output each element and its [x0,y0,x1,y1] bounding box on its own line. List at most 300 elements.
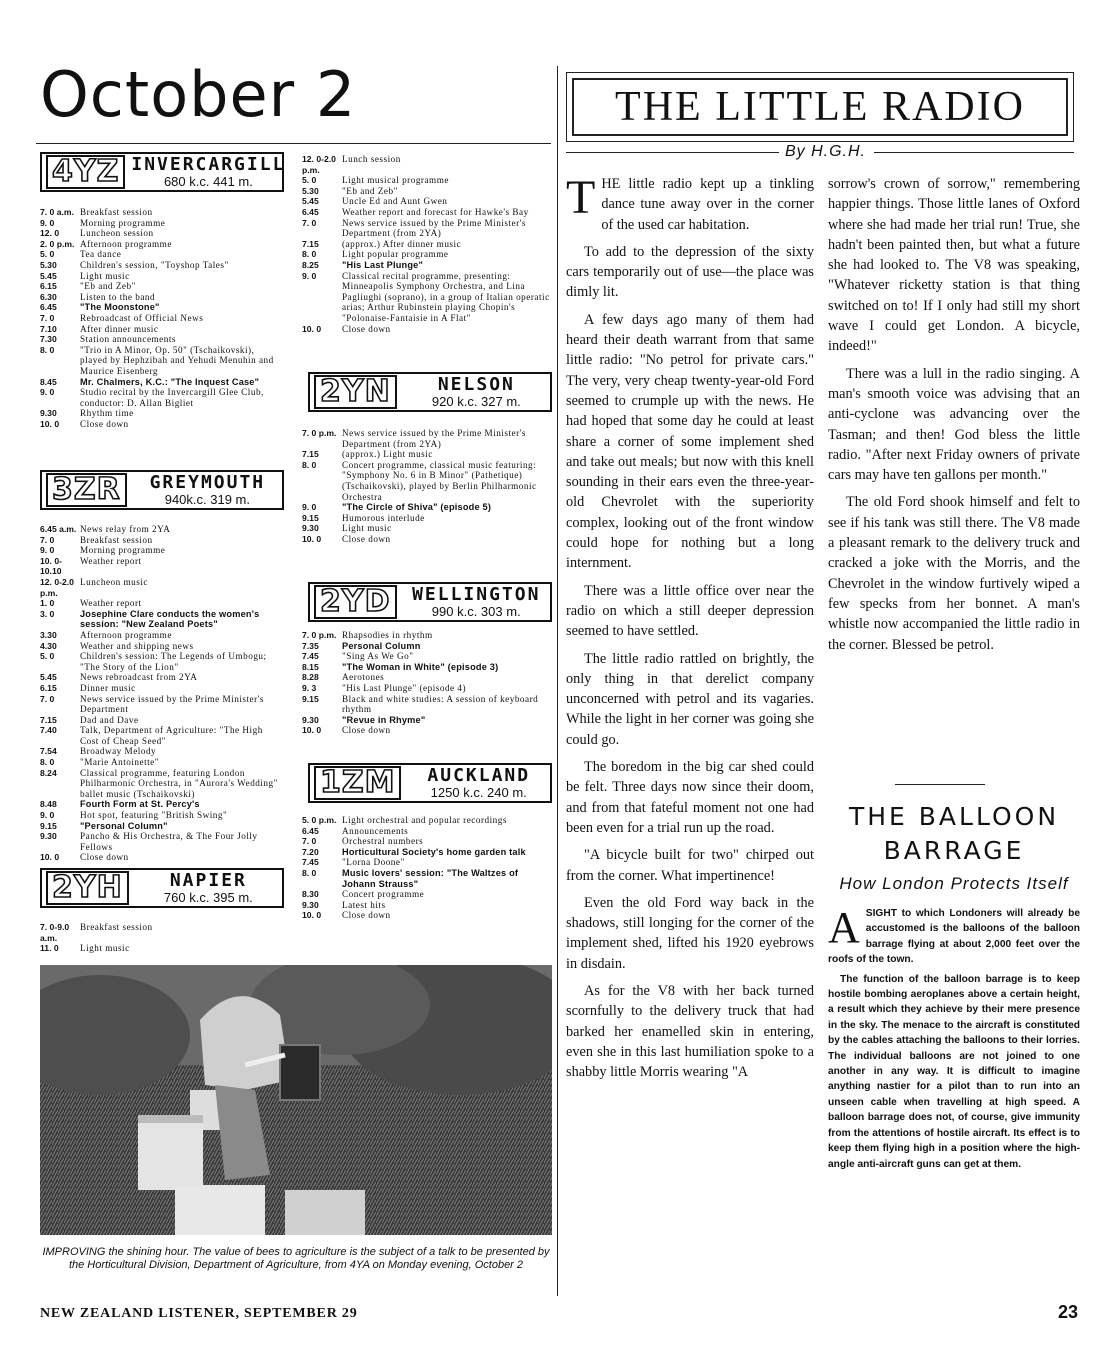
story-paragraph: A few days ago many of them had heard their death warrant from that same little radio: "No petrol for private cars." The very, very cheap twenty-year-old Ford seemed to crumple up with the news. He had hoped that some day he could at least share a corner of some implement shed and take out meals; but now with this knell sounding in their ears even the three-year-old Chevrolet with the superiority complex, looking out of the front window could hope for nothing but a long internment. [566,311,814,572]
callsign-2yn: 2YN [314,375,397,409]
program-time: 7.35 [302,640,319,651]
program-time: 8. 0 [302,459,317,470]
program-time: 9. 0 [40,810,55,821]
program-row [40,239,284,250]
program-time: 7. 0 [40,312,55,323]
program-time: 5.30 [302,185,319,196]
program-description: Light music [80,270,130,281]
beekeeper-photo [40,965,552,1235]
program-time: 6.15 [40,281,57,292]
program-description: After dinner music [80,323,159,334]
program-title-bold: "The Circle of Shiva" (episode 5) [342,502,492,513]
program-time: 6.45 [302,825,319,836]
program-title-bold: "Revue in Rhyme" [342,714,426,725]
program-row [302,196,552,207]
program-time: 9. 0 [302,502,317,513]
station-freq-3zr: 940k.c. 319 m. [164,491,250,507]
balloon-article-title [828,800,1080,868]
section-separator [895,784,985,785]
program-row [40,419,284,430]
program-description: Black and white studies: A session of keyboard rhythm [342,693,539,715]
program-description: Close down [80,852,129,863]
program-description: Concert programme, classical music featuring: "Symphony No. 6 in B Minor" (Pathetique) (Tschaikovski), played by Berlin Philharmonic Orchestra [342,459,537,502]
story-paragraph: HE little radio kept up a tinkling dance tune away over in the corner of the used car habitation. [601,176,814,233]
program-title-bold: Personal Column [342,640,421,651]
program-row [302,662,552,673]
program-row [40,922,284,943]
program-row [302,449,552,460]
callsign-2yd: 2YD [314,585,397,619]
program-time: 8.15 [302,661,319,672]
program-description [342,868,552,889]
program-description: Aerotones [342,672,385,683]
program-row [302,651,552,662]
story-paragraph: The boredom in the big car shed could be felt. Three days now since their doom, and from that fateful moment not one had been even for a trial run up the road. [566,759,814,836]
balloon-dropcap: A [828,903,860,952]
program-title-bold: "His Last Plunge" [342,259,424,270]
program-time: 8. 0 [40,344,55,355]
program-description: Afternoon programme [80,238,172,249]
program-description: Light music [342,523,392,534]
program-time: 8. 0 [40,757,55,768]
program-time: 6.30 [40,291,57,302]
program-time: 7. 0 [40,693,55,704]
program-description: Lunch session [342,154,401,164]
program-row [40,249,284,260]
program-time: 9.15 [40,820,57,831]
program-row [302,154,552,175]
story-column-1 [566,171,814,1089]
program-time: 2. 0 p.m. [40,238,75,249]
program-description: "Eb and Zeb" [342,185,398,196]
program-row [302,889,552,900]
program-description: "Trio in A Minor, Op. 50" (Tschaikovski), played by Hephzibah and Yehudi Menuhin and Maurice Eisenberg [80,344,274,376]
program-description: Rebroadcast of Official News [80,312,204,323]
program-row [302,836,552,847]
station-box-4yz [40,152,284,192]
program-row [40,545,284,556]
program-description [80,302,284,313]
program-time: 12. 0-2.0 p.m. [302,154,336,175]
program-row [302,460,552,502]
program-time: 9.30 [302,899,319,910]
program-row [302,249,552,260]
program-time: 6.45 [302,206,319,217]
byline-row [566,142,1074,162]
program-description: "Lorna Doone" [342,857,405,868]
program-row [40,725,284,746]
program-row [302,694,552,715]
program-time: 7.10 [40,323,57,334]
program-description: Uncle Ed and Aunt Gwen [342,196,448,207]
program-time: 7. 0 [302,217,317,228]
program-row [40,313,284,324]
program-row [302,868,552,889]
program-description: Listen to the band [80,291,156,302]
station-freq-2yd: 990 k.c. 303 m. [431,603,521,619]
station-name-2yd: WELLINGTON [412,583,541,605]
station-name-3zr: GREYMOUTH [149,471,266,493]
program-time: 5. 0 p.m. [302,815,337,825]
program-time: 7. 0 p.m. [302,428,337,438]
program-time: 7. 0-9.0 a.m. [40,922,70,943]
story-paragraph: To add to the depression of the sixty cars temporarily out of use—the place was dimly lit. [566,243,814,301]
program-description: Classical recital programme, presenting: Minneapolis Symphony Orchestra, and Lina Pagliughi (soprano), in a group of Italian operatic arias; Arthur Rubinstein playing Chopin's "Polonaise-Fantaisie in A Flat" [342,270,550,323]
program-description: Close down [80,418,129,429]
program-description [342,847,552,858]
program-time: 10. 0 [302,323,322,334]
story-paragraph: The old Ford shook himself and felt to see if his tank was still there. The V8 made a pleasant remark to the delivery truck and cracked a joke with the Morris, and the Chevrolet in the window furtively wiped a few specks from her bonnet. A man's whistle now accompanied the little radio in the corner. Blessed be petrol. [828,494,1080,653]
balloon-paragraph: The function of the balloon barrage is to keep hostile bombing aeroplanes above a certain height, a result which they achieve by their mere presence in the sky. The menace to the aircraft is constituted by the cables attaching the balloons to their lorries. The individual balloons are not joined to one another in any way. It is difficult to imagine anything nastier for a pilot than to run into an unseen cable when travelling at high speed. A balloon barrage does not, of course, give immunity from the attentions of hostile aircraft. Its effect is to keep them flying high in a position where the high-angle anti-aircraft guns can get at them. [828,973,1080,1170]
program-description: Rhapsodies in rhythm [342,630,433,640]
station-box-2yd [308,582,552,622]
story-title-box [566,72,1074,142]
program-description [80,799,284,810]
program-time: 7.30 [40,334,57,345]
program-row [40,598,284,609]
program-list-2yh-continued [302,154,552,334]
program-time: 12. 0 [40,228,60,239]
program-time: 8. 0 [302,867,317,878]
program-row [302,910,552,921]
program-row [302,428,552,449]
program-description: Talk, Department of Agriculture: "The High Cost of Cheap Seed" [80,725,263,746]
program-row [40,683,284,694]
program-row [302,218,552,239]
program-list-3zr [40,524,284,863]
program-title-bold: Horticultural Society's home garden talk [342,846,526,857]
program-time: 9. 0 [40,217,55,228]
program-description: News service issued by the Prime Minister's Department (from 2YA) [342,217,526,239]
program-row [40,281,284,292]
program-description: Latest hits [342,899,386,910]
program-time: 8. 0 [302,249,317,260]
program-description: Weather report [80,555,142,566]
program-description: "His Last Plunge" (episode 4) [342,682,467,693]
program-row [302,175,552,186]
program-row [302,847,552,858]
program-row [302,523,552,534]
program-row [302,826,552,837]
program-time: 8.48 [40,799,57,810]
page-date-title: October 2 [40,58,357,131]
program-row [40,334,284,345]
program-description: Concert programme [342,889,425,900]
program-time: 5. 0 [40,249,55,260]
program-description [80,377,284,388]
program-row [302,239,552,250]
program-description [80,609,284,630]
program-row [40,715,284,726]
program-row [40,260,284,271]
program-row [302,324,552,335]
program-row [302,502,552,513]
program-description: Morning programme [80,217,166,228]
callsign-2yh: 2YH [46,871,129,905]
program-row [40,324,284,335]
program-time: 9.15 [302,512,319,523]
story-paragraph: Even the old Ford way back in the shadows, still longing for the corner of the implement shed, lifted his 1920 eyebrows in disdain. [566,894,814,972]
story-dropcap: T [566,171,596,224]
program-time: 4.30 [40,640,57,651]
program-title-bold: Music lovers' session: "The Waltzes of Johann Strauss" [342,867,519,889]
program-description: "Sing As We Go" [342,651,414,662]
station-freq-2yh: 760 k.c. 395 m. [163,889,253,905]
station-box-2yh [40,868,284,908]
column-divider [557,66,558,1296]
station-box-3zr [40,470,284,510]
program-description: (approx.) Light music [342,449,433,460]
program-time: 10. 0 [302,725,322,736]
program-list-4yz [40,207,284,429]
program-row [40,943,284,954]
program-row [40,271,284,282]
program-time: 7.40 [40,725,57,736]
program-list-2yn [302,428,552,545]
balloon-article-body [828,903,1080,1176]
program-time: 9. 0 [302,270,317,281]
program-row [302,672,552,683]
program-row [302,900,552,911]
balloon-title-line2: BARRAGE [883,836,1025,865]
program-row [40,746,284,757]
story-column-2 [828,174,1080,662]
program-description: News service issued by the Prime Minister's Department (from 2YA) [342,428,526,449]
program-title-bold: "Personal Column" [80,820,168,831]
program-row [302,857,552,868]
program-time: 5.45 [40,270,57,281]
program-description: News service issued by the Prime Minister's Department [80,693,264,715]
program-description: Light musical programme [342,175,449,186]
program-row [40,768,284,800]
program-description [342,502,552,513]
program-time: 8.24 [40,767,57,778]
program-description [342,662,552,673]
program-time: 10. 0 [302,910,322,921]
program-list-2yh [40,922,284,954]
program-time: 7.15 [302,238,319,249]
program-description: Close down [342,910,391,921]
program-title-bold: Mr. Chalmers, K.C.: "The Inquest Case" [80,376,260,387]
station-freq-2yn: 920 k.c. 327 m. [431,393,521,409]
page-number: 23 [1058,1302,1079,1322]
program-description [342,641,552,652]
program-time: 10. 0 [302,533,322,544]
callsign-4yz: 4YZ [46,155,125,189]
program-description: Weather report [80,598,142,609]
byline: By H.G.H. [784,143,866,160]
program-time: 7.54 [40,746,57,757]
program-time: 6.45 a.m. [40,524,77,534]
publication-footer: NEW ZEALAND LISTENER, SEPTEMBER 29 [40,1306,358,1321]
program-description: Weather report and forecast for Hawke's Bay [342,206,529,217]
program-description [80,821,284,832]
station-box-2yn [308,372,552,412]
program-row [302,683,552,694]
program-row [302,271,552,324]
program-row [40,218,284,229]
program-row [40,387,284,408]
program-description: Classical programme, featuring London Philharmonic Orchestra, in "Aurora's Wedding" ballet music (Tschaikovski) [80,767,278,799]
program-time: 3. 0 [40,608,55,619]
story-paragraph: sorrow's crown of sorrow," remembering happier things. Those little lanes of Oxford where she had made her trial run! True, she hadn't been painted then, but what a future she had looked to. The V8 was speaking, "Whatever ricketty station is that thing switched on to! If I only had still my short wave I could get London. A bicycle, indeed!" [828,176,1080,355]
program-description: Light popular programme [342,249,449,260]
program-description: Pancho & His Orchestra, & The Four Jolly Fellows [80,831,258,852]
program-row [40,535,284,546]
program-description: Breakfast session [80,207,153,217]
program-time: 9. 3 [302,682,317,693]
program-description: Studio recital by the Invercargill Glee Club, conductor: D. Allan Bigliet [80,387,264,408]
program-time: 5.30 [40,259,57,270]
program-row [302,630,552,641]
program-row [302,641,552,652]
program-time: 7.15 [302,449,319,460]
program-description: Weather and shipping news [80,640,194,651]
program-description [342,715,552,726]
program-description: Hot spot, featuring "British Swing" [80,810,228,821]
program-row [302,186,552,197]
program-description: News relay from 2YA [80,524,171,534]
program-row [40,292,284,303]
program-description: Luncheon session [80,228,154,239]
program-row [302,725,552,736]
program-row [40,799,284,810]
program-time: 1. 0 [40,598,55,609]
program-description: Dad and Dave [80,714,139,725]
program-time: 3.30 [40,629,57,640]
station-freq-4yz: 680 k.c. 441 m. [163,173,253,189]
program-time: 7.45 [302,857,319,868]
program-time: 9.30 [302,714,319,725]
program-row [40,377,284,388]
program-description [342,260,552,271]
story-paragraph: As for the V8 with her back turned scornfully to the delivery truck that had barked her enamelled skin in entering, even she in this last humiliation spoke to a shabby little Morris wearing "A [566,982,814,1081]
program-time: 8.28 [302,672,319,683]
program-description: Afternoon programme [80,629,172,640]
program-description: Close down [342,323,391,334]
program-row [302,715,552,726]
program-time: 12. 0-2.0 p.m. [40,576,74,598]
program-description: Breakfast session [80,922,153,932]
program-row [40,345,284,377]
program-description: Humorous interlude [342,512,425,523]
program-time: 8.30 [302,889,319,900]
program-row [40,810,284,821]
program-time: 11. 0 [40,943,59,954]
program-time: 7.45 [302,651,319,662]
story-paragraph: There was a little office over near the radio on which a still deeper depression seemed to have settled. [566,582,814,640]
photo-caption: IMPROVING the shining hour. The value of bees to agriculture is the subject of a talk to be presented by the Horticultural Division, Department of Agriculture, from 4YA on Monday evening, October 2 [42,1246,550,1271]
program-time: 7.15 [40,714,57,725]
program-time: 9. 0 [40,387,55,398]
program-row [40,207,284,218]
program-description: Station announcements [80,334,176,345]
program-description: (approx.) After dinner music [342,238,462,249]
program-description: Dinner music [80,682,136,693]
program-description: Children's session, "Toyshop Tales" [80,259,229,270]
program-description: Close down [342,533,391,544]
program-row [40,852,284,863]
story-paragraph: There was a lull in the radio singing. A man's smooth voice was advising that an anti-cyclone was advancing over the Tasman; and then! God bless the little radio. "After next Friday owners of private cars may have ten gallons per month." [828,365,1080,484]
callsign-1zm: 1ZM [314,766,401,800]
program-row [40,831,284,852]
program-time: 10. 0 [40,418,60,429]
program-row [40,630,284,641]
balloon-subtitle: How London Protects Itself [839,874,1069,893]
program-description: Children's session: The Legends of Umbogu; "The Story of the Lion" [80,651,267,672]
program-row [302,207,552,218]
program-row [302,513,552,524]
program-time: 6.15 [40,682,57,693]
program-row [40,609,284,630]
program-row [40,408,284,419]
station-box-1zm [308,763,552,803]
program-row [40,641,284,652]
program-row [40,577,284,598]
program-time: 8.45 [40,376,57,387]
story-title: THE LITTLE RADIO [615,84,1025,130]
program-row [40,228,284,239]
station-name-4yz: INVERCARGILL [131,153,286,175]
program-description: News rebroadcast from 2YA [80,672,198,683]
program-description: Tea dance [80,249,122,260]
program-description: Luncheon music [80,576,148,587]
program-time: 9.15 [302,693,319,704]
program-description: Broadway Melody [80,746,157,757]
program-list-2yd [302,630,552,736]
program-time: 10. 0-10.10 [40,555,62,577]
program-description: "Eb and Zeb" [80,281,136,292]
program-time: 9.30 [40,408,57,419]
balloon-paragraph: SIGHT to which Londoners will already be accustomed is the balloons of the balloon barrage flying at about 2,000 feet over the roofs of the town. [828,908,1080,966]
program-time: 7. 0 p.m. [302,630,337,640]
program-time: 7.20 [302,846,319,857]
program-time: 5.45 [40,672,57,683]
program-row [40,694,284,715]
program-time: 7. 0 [302,836,317,847]
program-description: Rhythm time [80,408,134,419]
program-time: 10. 0 [40,852,60,863]
program-description: Announcements [342,825,409,836]
program-description: "Marie Antoinette" [80,757,160,768]
program-row [40,672,284,683]
program-time: 5. 0 [302,175,317,186]
program-time: 8.25 [302,259,319,270]
station-name-2yh: NAPIER [169,869,247,891]
program-description: Breakfast session [80,534,153,545]
program-row [40,524,284,535]
program-description: Close down [342,725,391,736]
balloon-title-line1: THE BALLOON [848,802,1060,831]
program-time: 9.30 [302,523,319,534]
program-time: 7. 0 a.m. [40,207,74,217]
program-description: Light music [80,943,130,954]
program-title-bold: Josephine Clare conducts the women's session: "New Zealand Poets" [80,608,260,630]
program-row [302,260,552,271]
program-row [302,815,552,826]
program-time: 9. 0 [40,545,55,556]
program-time: 9.30 [40,831,57,842]
program-title-bold: "The Woman in White" (episode 3) [342,661,499,672]
program-row [40,757,284,768]
program-row [40,651,284,672]
story-paragraph: "A bicycle built for two" chirped out from the corner. What impertinence! [566,847,814,884]
header-rule [36,143,551,144]
program-description: Light orchestral and popular recordings [342,815,507,825]
program-description: Orchestral numbers [342,836,424,847]
program-row [302,534,552,545]
program-title-bold: Fourth Form at St. Percy's [80,799,200,810]
